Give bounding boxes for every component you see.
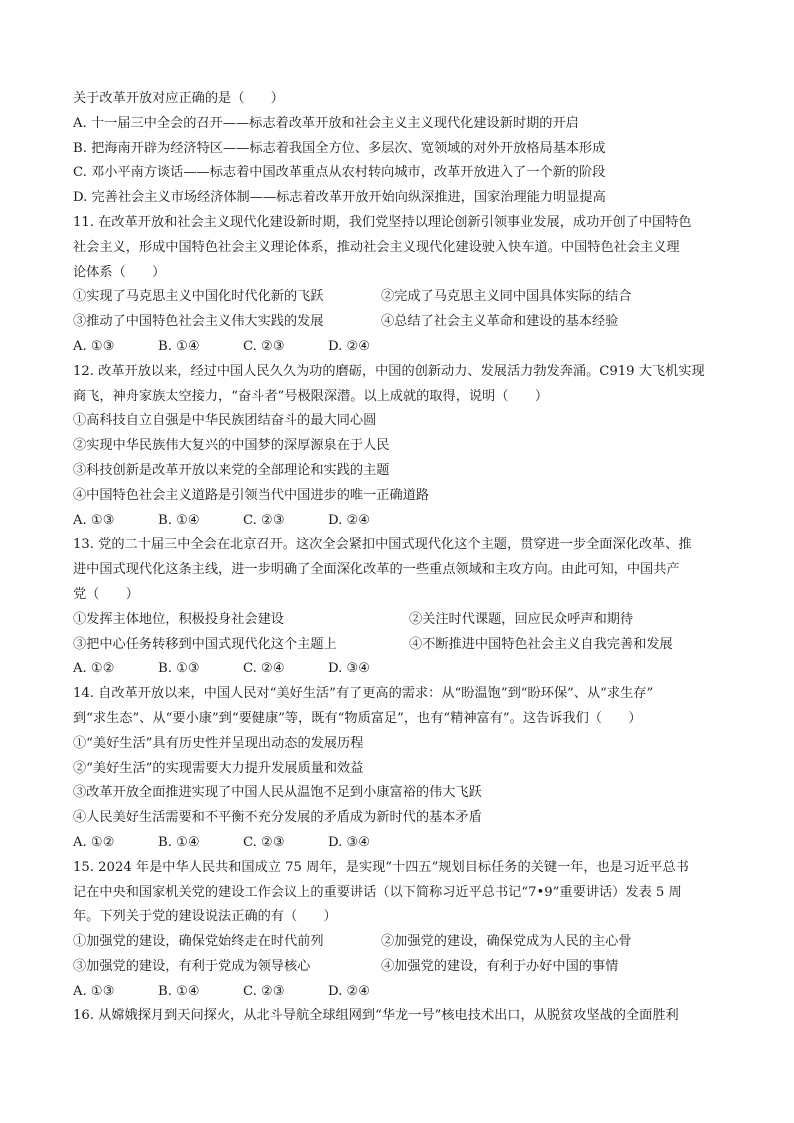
question-stem: 14. 自改革开放以来，中国人民对“美好生活”有了更高的需求：从“盼温饱”到“盼环保”、从“求生存” (73, 686, 654, 702)
answer-choices (73, 657, 733, 682)
statement-item: ②完成了马克思主义同中国具体实际的结合 (381, 289, 632, 305)
statement-item: ①发挥主体地位，积极投身社会建设 (73, 611, 284, 627)
question-list (73, 87, 733, 1029)
option-b: B. 把海南开辟为经济特区——标志着我国全方位、多层次、宽领域的对外开放格局基本形成 (73, 140, 606, 156)
statement-item: ②关注时代课题，回应民众呼声和期待 (409, 611, 634, 627)
statement-row (73, 633, 733, 658)
option-a: A. 十一届三中全会的召开——标志着改革开放和社会主义主义现代化建设新时期的开启 (73, 115, 579, 131)
question-stem: 论体系（ ） (73, 264, 166, 280)
answer-choices (73, 335, 733, 360)
question-12 (73, 360, 733, 534)
answer-choices (73, 980, 733, 1005)
statement-item: ③科技创新是改革开放以来党的全部理论和实践的主题 (73, 462, 390, 478)
answer-b: B. ①④ (158, 983, 200, 999)
statement-row (73, 608, 733, 633)
statement-item: ④不断推进中国特色社会主义自我完善和发展 (409, 636, 673, 652)
answer-d: D. ③④ (328, 661, 371, 677)
statement-item: ②实现中华民族伟大复兴的中国梦的深厚源泉在于人民 (73, 438, 390, 454)
statement-item: ②加强党的建设，确保党成为人民的主心骨 (381, 934, 632, 950)
answer-choices (73, 831, 733, 856)
answer-b: B. ①③ (158, 661, 200, 677)
answer-a: A. ①③ (73, 338, 115, 354)
question-stem: 党（ ） (73, 586, 139, 602)
question-11 (73, 211, 733, 360)
answer-c: C. ②③ (243, 338, 285, 354)
statement-row (73, 310, 733, 335)
answer-b: B. ①④ (158, 512, 200, 528)
answer-b: B. ①④ (158, 834, 200, 850)
question-stem: 进中国式现代化这条主线，进一步明确了全面深化改革的一些重点领域和主攻方向。由此可知，中国共产 (73, 562, 680, 578)
statement-item: ③加强党的建设，有利于党成为领导核心 (73, 958, 311, 974)
option-d: D. 完善社会主义市场经济体制——标志着改革开放开始向纵深推进，国家治理能力明显提高 (73, 190, 606, 206)
statement-item: ③推动了中国特色社会主义伟大实践的发展 (73, 314, 324, 330)
question-stem: 关于改革开放对应正确的是（ ） (73, 91, 284, 106)
answer-d: D. ②④ (328, 338, 371, 354)
statement-row (73, 930, 733, 955)
answer-a: A. ①③ (73, 983, 115, 999)
statement-item: ①高科技自立自强是中华民族团结奋斗的最大同心圆 (73, 413, 377, 429)
question-stem: 12. 改革开放以来，经过中国人民久久为功的磨砺，中国的创新动力、发展活力勃发奔涌。C919 大飞机实现 (73, 363, 705, 379)
option-c: C. 邓小平南方谈话——标志着中国改革重点从农村转向城市，改革开放进入了一个新的阶段 (73, 165, 606, 181)
statement-item: ④加强党的建设，有利于办好中国的事情 (381, 958, 619, 974)
answer-a: A. ①③ (73, 512, 115, 528)
question-stem: 年。下列关于党的建设说法正确的有（ ） (73, 909, 337, 925)
statement-item: ③改革开放全面推进实现了中国人民从温饱不足到小康富裕的伟大飞跃 (73, 785, 482, 801)
question-15 (73, 856, 733, 1005)
statement-item: ①加强党的建设，确保党始终走在时代前列 (73, 934, 324, 950)
question-stem: 13. 党的二十届三中全会在北京召开。这次全会紧扣中国式现代化这个主题，贯穿进一步全面深化改革、推 (73, 537, 692, 553)
answer-a: A. ①② (73, 661, 115, 677)
answer-d: D. ②④ (328, 983, 371, 999)
answer-c: C. ②③ (243, 834, 285, 850)
statement-item: ③把中心任务转移到中国式现代化这个主题上 (73, 636, 337, 652)
answer-c: C. ②④ (243, 661, 285, 677)
answer-d: D. ②④ (328, 512, 371, 528)
answer-d: D. ③④ (328, 834, 371, 850)
statement-item: ①实现了马克思主义中国化时代化新的飞跃 (73, 289, 324, 305)
answer-choices (73, 509, 733, 534)
question-14 (73, 682, 733, 856)
question-stem: 到“求生态”、从“要小康”到“要健康”等，既有“物质富足”，也有“精神富有”。这告诉我们（ ） (73, 710, 642, 726)
statement-item: ①“美好生活”具有历史性并呈现出动态的发展历程 (73, 735, 364, 751)
question-10 (73, 87, 733, 211)
answer-a: A. ①② (73, 834, 115, 850)
question-stem: 记在中央和国家机关党的建设工作会议上的重要讲话（以下简称习近平总书记“7•9”重要讲话）发表 5 周 (73, 884, 682, 900)
statement-item: ④人民美好生活需要和不平衡不充分发展的矛盾成为新时代的基本矛盾 (73, 810, 482, 826)
question-stem: 商飞，神舟家族太空接力，“奋斗者”号极限深潜。以上成就的取得，说明（ ） (73, 388, 549, 404)
answer-c: C. ②③ (243, 512, 285, 528)
question-13 (73, 533, 733, 682)
question-stem: 社会主义，形成中国特色社会主义理论体系，推动社会主义现代化建设驶入快车道。中国特色社会主义理 (73, 239, 680, 255)
question-stem: 16. 从嫦娥探月到天问探火，从北斗导航全球组网到“华龙一号”核电技术出口，从脱贫攻坚战的全面胜利 (73, 1008, 679, 1024)
statement-item: ④总结了社会主义革命和建设的基本经验 (381, 314, 619, 330)
statement-item: ④中国特色社会主义道路是引领当代中国进步的唯一正确道路 (73, 487, 430, 503)
statement-row (73, 955, 733, 980)
question-stem: 15. 2024 年是中华人民共和国成立 75 周年，是实现“十四五”规划目标任务的关键一年，也是习近平总书 (73, 859, 689, 875)
statement-row (73, 285, 733, 310)
answer-b: B. ①④ (158, 338, 200, 354)
statement-item: ②“美好生活”的实现需要大力提升发展质量和效益 (73, 760, 364, 776)
question-stem: 11. 在改革开放和社会主义现代化建设新时期，我们党坚持以理论创新引领事业发展，成功开创了中国特色 (73, 214, 692, 230)
answer-c: C. ②③ (243, 983, 285, 999)
question-16 (73, 1004, 733, 1029)
